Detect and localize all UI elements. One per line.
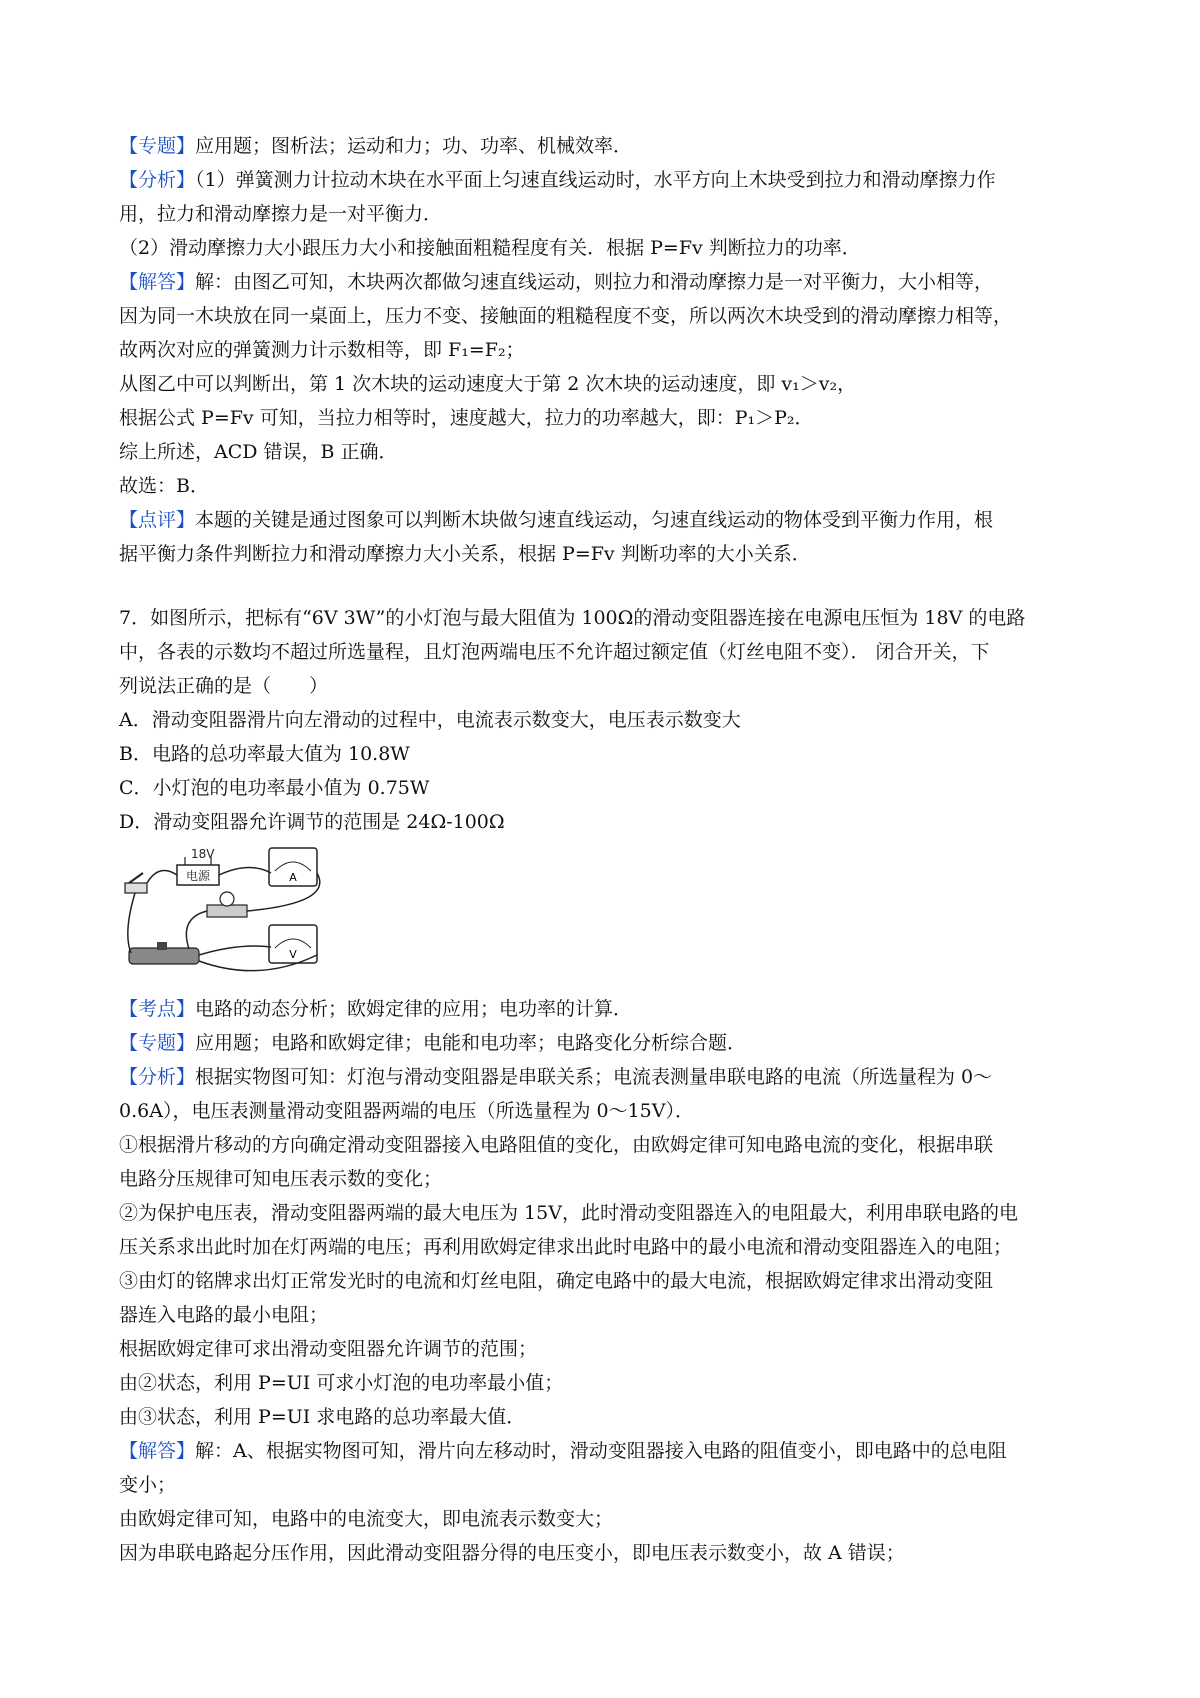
q7-answer-line-3: 由欧姆定律可知，电路中的电流变大，即电流表示数变大； [119,1508,614,1530]
q7-analysis-line-8: 器连入电路的最小电阻； [119,1304,329,1326]
topic-line [119,129,1101,163]
q7-answer-line-4: 因为串联电路起分压作用，因此滑动变阻器分得的电压变小，即电压表示数变小，故 A 错误； [119,1542,905,1564]
q7-analysis-line-6: 压关系求出此时加在灯两端的电压；再利用欧姆定律求出此时电路中的最小电流和滑动变阻器连入的电阻； [119,1236,1013,1258]
question-7 [119,601,1101,839]
kp-text: 电路的动态分析；欧姆定律的应用；电功率的计算． [195,998,633,1020]
q7-option-c: C．小灯泡的电功率最小值为 0.75W [119,777,430,799]
answer-tag: 【解答】 [119,271,196,293]
q7-option-a: A．滑动变阻器滑片向左滑动的过程中，电流表示数变大，电压表示数变大 [119,709,741,731]
q7-analysis-text-1: 根据实物图可知：灯泡与滑动变阻器是串联关系；电流表测量串联电路的电流（所选量程为 0～ [195,1066,993,1088]
supply-voltage-label: 18V [191,847,215,861]
analysis-text-1: （1）弹簧测力计拉动木块在水平面上匀速直线运动时，水平方向上木块受到拉力和滑动摩擦力作 [195,169,996,191]
ammeter-label: A [289,871,297,884]
q7-stem-line-3: 列说法正确的是（ ） [119,675,329,697]
q7-answer-text-1: 解：A、根据实物图可知，滑片向左移动时，滑动变阻器接入电路的阻值变小，即电路中的总电阻 [195,1440,1007,1462]
circuit-figure [119,843,339,988]
q7-analysis-line-2: 0.6A），电压表测量滑动变阻器两端的电压（所选量程为 0～15V）． [119,1100,694,1122]
q7-answer-tag: 【解答】 [119,1440,196,1462]
q7-analysis-line-1 [119,1060,1101,1094]
analysis-line-1 [119,163,1101,197]
q7-analysis-line-3: ①根据滑片移动的方向确定滑动变阻器接入电路阻值的变化，由欧姆定律可知电路电流的变化，根据串联 [119,1134,994,1156]
comment-line-1 [119,503,1101,537]
answer-line-6: 综上所述，ACD 错误，B 正确． [119,441,398,463]
answer-line-1 [119,265,1101,299]
comment-line-2: 据平衡力条件判断拉力和滑动摩擦力大小关系，根据 P=Fv 判断功率的大小关系． [119,543,811,565]
q7-answer-line-2: 变小； [119,1474,177,1496]
q7-answer-line-1 [119,1434,1101,1468]
kp-tag: 【考点】 [119,998,196,1020]
q7-analysis-line-11: 由③状态，利用 P=UI 求电路的总功率最大值． [119,1406,526,1428]
topic-tag: 【专题】 [119,135,196,157]
q7-topic-text: 应用题；电路和欧姆定律；电能和电功率；电路变化分析综合题． [195,1032,747,1054]
answer-line-3: 故两次对应的弹簧测力计示数相等，即 F₁=F₂； [119,339,525,361]
power-source-label: 电源 [185,869,211,883]
q7-analysis-line-7: ③由灯的铭牌求出灯正常发光时的电流和灯丝电阻，确定电路中的最大电流，根据欧姆定律求出滑动变阻 [119,1270,994,1292]
switch [125,883,147,893]
q7-stem-line-1: 7．如图所示，把标有“6V 3W”的小灯泡与最大阻值为 100Ω的滑动变阻器连接在电源电压恒为 18V 的电路 [119,607,1026,629]
lamp-bulb [220,892,234,906]
answer-line-7: 故选：B． [119,475,209,497]
q7-stem-line-2: 中，各表的示数均不超过所选量程，且灯泡两端电压不允许超过额定值（灯丝电阻不变）． 闭合开关，下 [119,641,990,663]
comment-text-1: 本题的关键是通过图象可以判断木块做匀速直线运动，匀速直线运动的物体受到平衡力作用，根 [195,509,994,531]
rheostat-slider [157,942,167,950]
analysis-line-2: 用，拉力和滑动摩擦力是一对平衡力． [119,203,443,225]
analysis-line-3: （2）滑动摩擦力大小跟压力大小和接触面粗糙程度有关．根据 P=Fv 判断拉力的功率． [119,237,861,259]
answer-line-5: 根据公式 P=Fv 可知，当拉力相等时，速度越大，拉力的功率越大，即：P₁＞P₂． [119,407,814,429]
prev-solution [119,129,1101,571]
kp-line [119,992,1101,1026]
q7-option-b: B．电路的总功率最大值为 10.8W [119,743,410,765]
voltmeter-label: V [289,948,297,961]
lamp-holder [207,905,247,917]
analysis-tag: 【分析】 [119,169,196,191]
q7-analysis-line-10: 由②状态，利用 P=UI 可求小灯泡的电功率最小值； [119,1372,564,1394]
rheostat [129,948,199,964]
answer-text-1: 解：由图乙可知，木块两次都做匀速直线运动，则拉力和滑动摩擦力是一对平衡力，大小相等， [195,271,994,293]
q7-solution [119,992,1101,1570]
answer-line-2: 因为同一木块放在同一桌面上，压力不变、接触面的粗糙程度不变，所以两次木块受到的滑动摩擦力相等， [119,305,1013,327]
q7-option-d: D．滑动变阻器允许调节的范围是 24Ω-100Ω [119,811,505,833]
q7-topic-line [119,1026,1101,1060]
q7-analysis-line-5: ②为保护电压表，滑动变阻器两端的最大电压为 15V，此时滑动变阻器连入的电阻最大，利用串联电路的电 [119,1202,1018,1224]
q7-analysis-line-9: 根据欧姆定律可求出滑动变阻器允许调节的范围； [119,1338,538,1360]
q7-analysis-tag: 【分析】 [119,1066,196,1088]
q7-analysis-line-4: 电路分压规律可知电压表示数的变化； [119,1168,443,1190]
answer-line-4: 从图乙中可以判断出，第 1 次木块的运动速度大于第 2 次木块的运动速度，即 v₁＞v₂， [119,373,857,395]
comment-tag: 【点评】 [119,509,196,531]
topic-text: 应用题；图析法；运动和力；功、功率、机械效率． [195,135,633,157]
q7-topic-tag: 【专题】 [119,1032,196,1054]
